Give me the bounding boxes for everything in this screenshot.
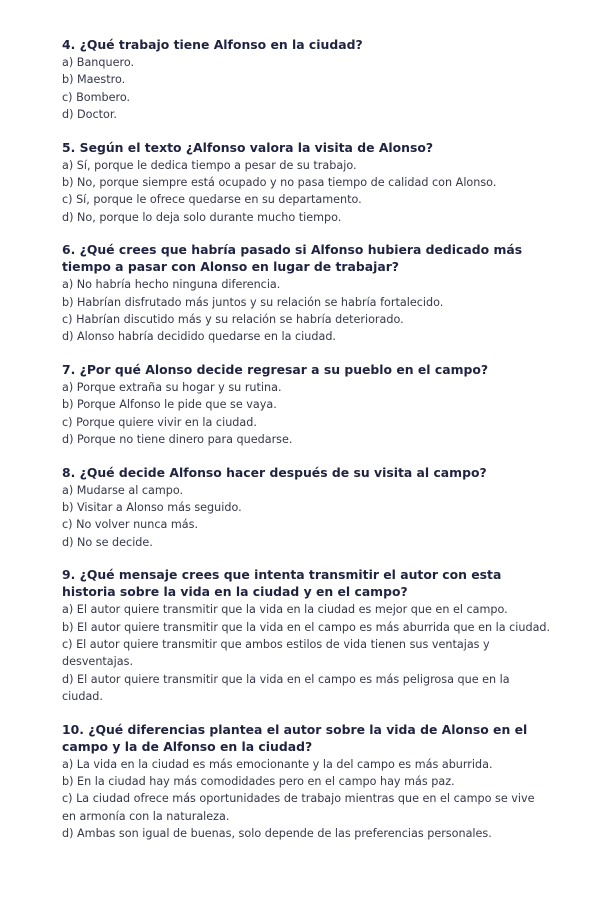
answer-option: a) Mudarse al campo. (62, 483, 184, 497)
question-title: 10. ¿Qué diferencias plantea el autor sobre la vida de Alonso en el campo y la de Alfonso en la ciudad? (62, 721, 528, 754)
answer-option: d) El autor quiere transmitir que la vida en el campo es más peligrosa que en la ciudad. (62, 672, 510, 704)
answer-option: b) No, porque siempre está ocupado y no pasa tiempo de calidad con Alonso. (62, 176, 497, 190)
question-6 (62, 241, 552, 346)
answer-option: b) El autor quiere transmitir que la vida en el campo es más aburrida que en la ciudad. (62, 620, 551, 634)
answer-option: a) Sí, porque le dedica tiempo a pesar de su trabajo. (62, 158, 357, 172)
question-title: 5. Según el texto ¿Alfonso valora la visita de Alonso? (62, 139, 434, 155)
answer-option: b) En la ciudad hay más comodidades pero en el campo hay más paz. (62, 774, 455, 788)
question-8 (62, 464, 552, 552)
answer-option: d) Alonso habría decidido quedarse en la ciudad. (62, 330, 336, 344)
answer-option: c) El autor quiere transmitir que ambos estilos de vida tienen sus ventajas y desventajas. (62, 637, 490, 669)
question-7 (62, 361, 552, 449)
question-10 (62, 721, 552, 843)
answer-option: d) Doctor. (62, 108, 117, 122)
answer-option: c) Bombero. (62, 90, 131, 104)
answer-option: a) El autor quiere transmitir que la vida en la ciudad es mejor que en el campo. (62, 603, 508, 617)
question-title: 6. ¿Qué crees que habría pasado si Alfonso hubiera dedicado más tiempo a pasar con Alonso en lugar de trabajar? (62, 242, 523, 275)
answer-option: d) Ambas son igual de buenas, solo depende de las preferencias personales. (62, 827, 492, 841)
answer-option: c) Habrían discutido más y su relación se habría deteriorado. (62, 313, 404, 327)
question-4 (62, 36, 552, 124)
answer-option: d) Porque no tiene dinero para quedarse. (62, 433, 293, 447)
answer-option: d) No se decide. (62, 535, 153, 549)
answer-option: c) La ciudad ofrece más oportunidades de trabajo mientras que en el campo se vive en armonía con la naturaleza. (62, 792, 535, 823)
answer-option: b) Visitar a Alonso más seguido. (62, 500, 242, 514)
answer-option: a) Porque extraña su hogar y su rutina. (62, 380, 282, 394)
question-title: 8. ¿Qué decide Alfonso hacer después de su visita al campo? (62, 464, 487, 480)
answer-option: b) Porque Alfonso le pide que se vaya. (62, 398, 277, 412)
answer-option: c) Sí, porque le ofrece quedarse en su departamento. (62, 193, 362, 207)
question-title: 9. ¿Qué mensaje crees que intenta transmitir el autor con esta historia sobre la vida en la ciudad y en el campo? (62, 567, 502, 600)
answer-option: c) Porque quiere vivir en la ciudad. (62, 415, 257, 429)
answer-option: b) Habrían disfrutado más juntos y su relación se habría fortalecido. (62, 295, 444, 309)
answer-option: d) No, porque lo deja solo durante mucho tiempo. (62, 210, 342, 224)
answer-option: a) La vida en la ciudad es más emocionante y la del campo es más aburrida. (62, 757, 493, 771)
question-5 (62, 139, 552, 227)
question-list (62, 36, 552, 858)
answer-option: a) Banquero. (62, 56, 135, 69)
question-title: 7. ¿Por qué Alonso decide regresar a su pueblo en el campo? (62, 361, 489, 377)
answer-option: b) Maestro. (62, 73, 126, 87)
question-title: 4. ¿Qué trabajo tiene Alfonso en la ciudad? (62, 37, 363, 52)
answer-option: a) No habría hecho ninguna diferencia. (62, 278, 281, 292)
answer-option: c) No volver nunca más. (62, 518, 199, 532)
question-9 (62, 566, 552, 705)
